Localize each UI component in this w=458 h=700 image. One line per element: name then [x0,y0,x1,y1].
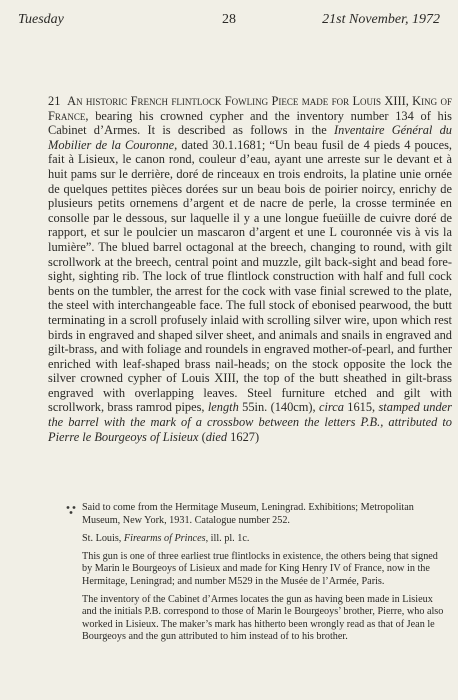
died-open: ( [198,429,206,444]
length-value: 55in. (140cm), [238,400,319,415]
lot-body: , bearing his crowned cypher and the inventory number 134 of his Cabinet d’Armes. It is described as follows in the [48,108,452,138]
lot-description [48,94,452,444]
literature-title: Firearms of Princes [123,533,206,545]
inventory-title: Inventaire Général du Mobilier de la Couronne [48,123,452,152]
lot-title-owner: Louis XIII, King of France [48,94,452,123]
length-label: length [207,400,239,415]
literature-author: St. Louis, [82,533,124,545]
page-number: 28 [222,12,236,27]
lot-title: An historic French flintlock Fowling Piece made for [67,94,350,108]
maker-attribution: stamped under the barrel with the mark of a crossbow between the letters P.B., attributed to Pierre le Bourgeoys of Lisieux [48,400,453,444]
sale-date: 21st November, 1972 [322,12,440,27]
rarity-note: This gun is one of three earliest true flintlocks in existence, the others being that signed by Marin le Bourgeoys of Lisieux and made for King Henry IV of France, now in the Hermitage, Leningrad; and number M529 in the Musée de l’Armée, Paris. [82,550,438,587]
circa-label: circa [318,400,344,415]
circa-value: 1615, [343,400,379,415]
lot-paragraph [48,94,452,444]
literature-reference: , ill. pl. 1c. [205,533,250,545]
lot-body-continued: , dated 30.1.1681; “Un beau fusil de 4 pieds 4 pouces, fait à Lisieux, le canon rond, couleur d’eau, ayant une arreste sur le devant et à huit pams sur le derrière, doré de rinceaux en trois endroits, la platine unie ornée de quelques pettites pièces dorées sur un beau bois de poirier noircy, enrichy de plusieurs petits ornemens d’argent et de nacre de perle, la crosse terminée en consolle par le dessous, sur laquelle il y a une longue fueüille de cuivre doré de rapport, et sur le poulcier un mascaron d’argent et une L couronnée vis à vis la lumière”. The blued barrel octagonal at the breech, changing to round, with gilt scrollwork at the breech, central point and muzzle, gilt back-sight and bead fore-sight, sighting rib. The lock of true flintlock construction with half and full cock bents on the tumbler, the arrest for the cock with vase finial screwed to the plate, the steel with interchangeable face. The full stock of ebonised pearwood, the butt terminating in a scroll profusely inlaid with scrolling silver wire, upon which rest birds in engraved and shaped silver sheet, and animals and snails in engraved and gilt-brass, and with foliage and roundels in engraved mother-of-pearl, and further enriched with leaf-shaped brass nail-heads; on the stock opposite the lock the silver crowned cypher of Louis XIII, the top of the butt sheathed in gilt-brass engraved with overlapping leaves. Steel furniture etched and gilt with scrollwork, brass ramrod pipes, [48,137,453,415]
attribution-note: The inventory of the Cabinet d’Armes locates the gun as having been made in Lisieux and the initials P.B. correspond to those of Marin le Bourgeoys’ brother, Pierre, who also worked in Lisieux. The maker’s mark has hitherto been wrongly read as that of Jean le Bourgeoys and the gun attributed to him instead of to his brother. [82,593,444,643]
page-header [18,12,440,30]
lot-number: 21 [48,94,61,108]
literature-note [82,533,450,546]
asterism-icon [65,505,77,515]
died-value: 1627) [227,429,260,444]
provenance-note: Said to come from the Hermitage Museum, Leningrad. Exhibitions; Metropolitan Museum, New York, 1931. Catalogue number 252. [82,502,414,526]
lot-notes [82,502,450,649]
died-label: died [205,429,228,444]
sale-day: Tuesday [18,12,64,27]
